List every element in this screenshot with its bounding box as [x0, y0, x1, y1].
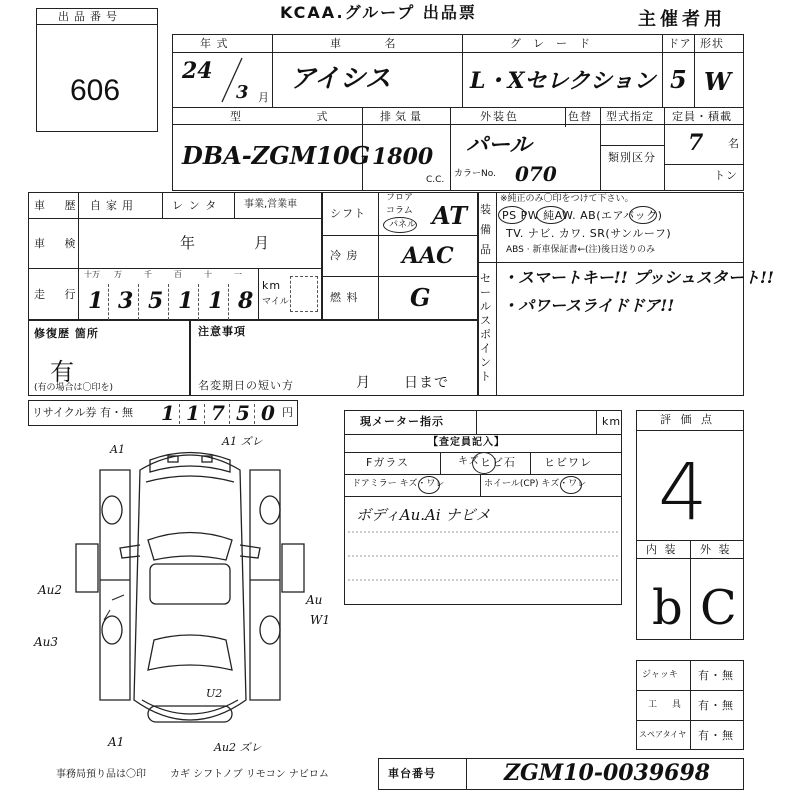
lot-number-label: 出品番号	[58, 10, 122, 23]
mile-label: マイル	[262, 297, 289, 307]
equipment-line1: PS PW 純AW. AB(エアバック)	[502, 209, 663, 222]
capacity-label: 定員・積載	[672, 110, 732, 123]
recycle-digit: 1	[186, 401, 200, 425]
equipment-label: 装備品	[480, 203, 492, 256]
recycle-digit: 0	[261, 401, 275, 425]
type-designation-label: 型式指定	[606, 110, 654, 123]
shift-label: シフト	[330, 207, 366, 220]
equipment-line3: ABS · 新車保証書←(注)後日送りのみ	[506, 245, 656, 255]
mileage-digit-unit: 万	[114, 270, 122, 279]
jack-yes-no: 有・無	[698, 669, 734, 682]
mileage-digit: 1	[208, 288, 224, 314]
capacity-unit: 名	[728, 137, 740, 150]
lot-number: 606	[70, 74, 121, 107]
history-option-private: 自家用	[90, 199, 138, 212]
mileage-digit: 8	[238, 288, 254, 314]
cc-unit: C.C.	[426, 175, 445, 185]
jack-label: ジャッキ	[642, 670, 678, 680]
inspection-month-unit: 月	[254, 234, 271, 252]
tools-label: 工 具	[648, 700, 687, 710]
model-code: DBA-ZGM10G	[182, 141, 371, 170]
exterior-label: 外 装	[700, 543, 732, 556]
doors-value: 5	[670, 65, 687, 94]
expiry-day-unit: 日まで	[404, 375, 449, 391]
spare-yes-no: 有・無	[698, 729, 734, 742]
month-unit: 月	[258, 91, 270, 104]
model-label: 型 式	[230, 110, 364, 123]
color-label: 外装色	[480, 110, 519, 123]
mileage-digit-unit: 十万	[84, 270, 100, 279]
expiry-label: 名変期日の短い方	[198, 379, 294, 392]
mark-a1-top: A1	[110, 443, 125, 456]
model-year: 24	[182, 58, 213, 84]
score-label: 評 価 点	[660, 413, 715, 426]
repair-label: 修復歴 箇所	[34, 327, 99, 340]
office-note: 事務局預り品は〇印	[56, 769, 146, 780]
mark-au2: Au2	[38, 583, 63, 597]
exterior-grade: C	[700, 580, 737, 636]
mark-w1: W1	[310, 613, 330, 627]
km-label: km	[262, 279, 282, 292]
inspection-year-unit: 年	[180, 234, 197, 252]
mileage-digit: 1	[178, 288, 194, 314]
mileage-digit-unit: 十	[204, 270, 212, 279]
mileage-digit-unit: 千	[144, 270, 152, 279]
recycle-digit: 5	[236, 401, 250, 425]
recycle-digit: 7	[211, 401, 225, 425]
score-value: 4	[658, 448, 708, 538]
tools-yes-no: 有・無	[698, 699, 734, 712]
class-label: 類別区分	[608, 151, 656, 164]
mileage-digit: 1	[88, 288, 104, 314]
glass-label: Fガラス	[366, 456, 409, 469]
mileage-label: 走 行	[34, 288, 84, 301]
history-option-commercial: 事業,営業車	[244, 199, 298, 210]
mark-u2: U2	[206, 687, 223, 700]
ac-label: 冷 房	[330, 249, 359, 262]
expiry-month-unit: 月	[356, 375, 371, 391]
mark-au3: Au3	[34, 635, 59, 649]
mark-a1-bottom: A1	[108, 735, 125, 749]
model-month: 3	[236, 82, 249, 103]
glass-option-chip: ヒビ石	[480, 456, 516, 469]
shift-value: AT	[432, 201, 468, 230]
sales-point-2: ・パワースライドドア!!	[502, 296, 675, 315]
spare-label: スペアタイヤ	[639, 730, 687, 739]
mileage-digit: 5	[148, 288, 164, 314]
doors-label: ドア	[668, 37, 692, 50]
shape-label: 形状	[700, 37, 724, 50]
ton-unit: トン	[714, 169, 738, 182]
fuel-label: 燃 料	[330, 291, 359, 304]
notice-label: 注意事項	[198, 325, 246, 338]
equipment-line2: TV. ナビ. カワ. SR(サンルーフ)	[506, 227, 672, 240]
form-title: KCAA.グループ 出品票	[280, 3, 477, 22]
capacity-value: 7	[688, 130, 704, 156]
shift-option-panel: パネル	[389, 220, 417, 230]
history-label: 車 歴	[34, 199, 84, 212]
sponsor-label: 主催者用	[638, 9, 726, 30]
displacement-value: 1800	[372, 144, 434, 170]
wheel-label: ホイール(CP) キズ・ワレ	[484, 479, 587, 489]
exterior-color: パール	[466, 132, 532, 158]
mark-au2-bottom: Au2 ズレ	[214, 741, 262, 754]
inspector-section-label: 【査定員記入】	[428, 437, 505, 448]
inspection-label: 車 検	[34, 237, 84, 250]
displacement-label: 排気量	[380, 110, 425, 123]
recycle-digit: 1	[161, 401, 175, 425]
year-label: 年 式	[200, 37, 229, 50]
chassis-number: ZGM10-0039698	[504, 760, 711, 786]
car-name-label: 車 名	[330, 37, 416, 50]
meter-km-label: km	[602, 415, 622, 428]
color-number: 070	[515, 162, 557, 186]
mileage-digit: 3	[118, 288, 134, 314]
shift-option-column: コラム	[386, 206, 413, 216]
interior-label: 内 装	[646, 543, 678, 556]
mileage-digit-unit: 百	[174, 270, 182, 279]
color-no-label: カラーNo.	[454, 169, 496, 179]
fuel-value: G	[410, 283, 431, 312]
grade-label: グレード	[510, 37, 602, 50]
grade-value: L・Xセレクション	[470, 68, 656, 94]
repair-note: (有の場合は〇印を)	[34, 383, 114, 393]
shift-option-floor: フロア	[386, 193, 414, 203]
mirror-label: ドアミラー キズ・ワレ	[352, 479, 445, 489]
car-name: アイシス	[290, 64, 391, 94]
mark-a1-top-right: A1 ズレ	[222, 435, 263, 448]
office-items: カギ シフトノブ リモコン ナビロム	[170, 769, 329, 780]
history-option-rental: レンタ	[172, 199, 223, 212]
color-change-label: 色替	[568, 110, 592, 123]
ac-value: AAC	[402, 243, 454, 269]
shape-value: W	[704, 67, 731, 96]
repair-value: 有	[50, 358, 74, 386]
glass-option-crack: ヒビワレ	[544, 456, 592, 469]
glass-option-scratch: キズ	[458, 456, 480, 467]
sales-point-1: ・スマートキー!! プッシュスタート!!	[502, 268, 774, 287]
interior-grade: b	[652, 580, 683, 636]
equipment-note: ※純正のみ〇印をつけて下さい。	[500, 194, 634, 204]
mark-au-right: Au	[306, 593, 323, 607]
mileage-digit-unit: 一	[234, 270, 242, 279]
chassis-label: 車台番号	[388, 767, 436, 780]
meter-label: 現メーター指示	[360, 415, 444, 428]
sales-points-label: セールスポイント	[480, 272, 492, 383]
recycle-label: リサイクル券 有・無	[32, 406, 133, 419]
inspector-comment: ボディAu.Ai ナビメ	[356, 506, 491, 524]
recycle-unit: 円	[282, 406, 294, 419]
